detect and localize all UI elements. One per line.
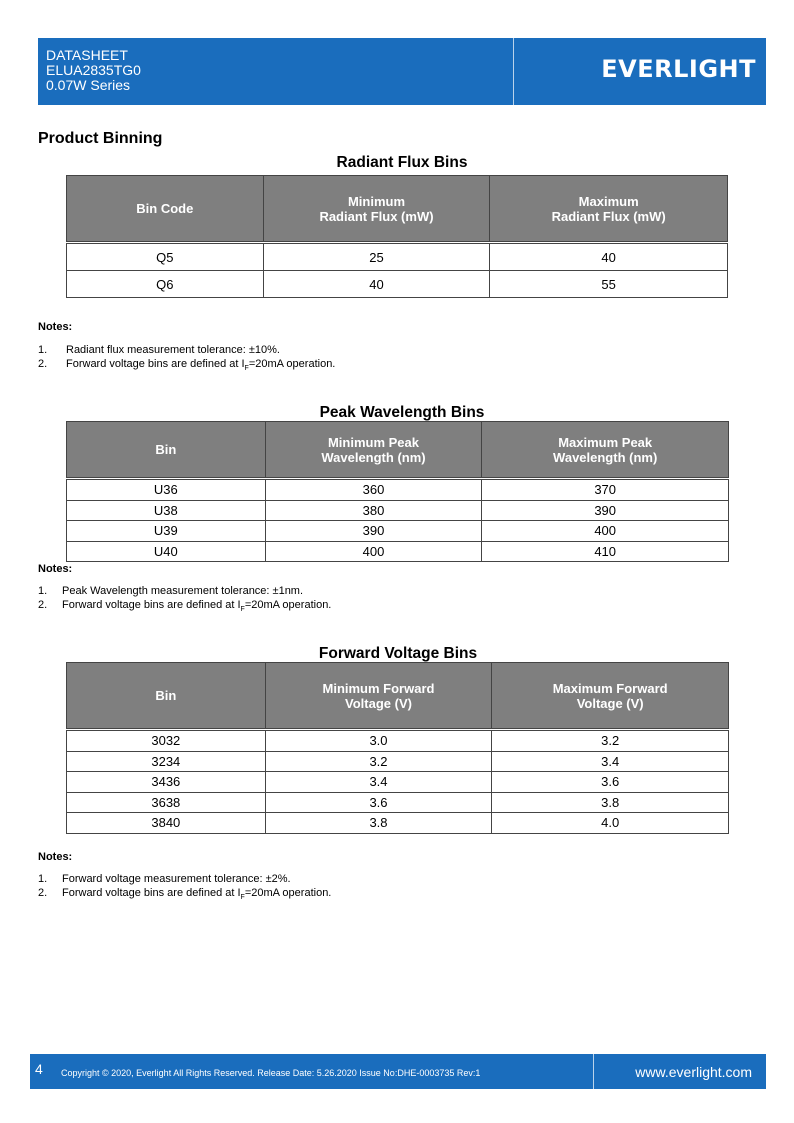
- table-row: [67, 521, 729, 542]
- note-text: Forward voltage bins are defined at I: [62, 599, 241, 611]
- note-subscript: F: [240, 894, 245, 902]
- min-value-cell: 3.2: [265, 751, 492, 772]
- header-bar: [38, 38, 766, 105]
- forward-voltage-rows: [67, 729, 729, 834]
- note-subscript: F: [244, 365, 249, 373]
- min-value-cell: 390: [265, 521, 482, 542]
- note-number: 1.: [38, 344, 48, 356]
- peak-wavelength-notes-title: Notes:: [38, 563, 73, 575]
- header-bin-code: Bin Code: [67, 176, 264, 242]
- note-item: [38, 584, 331, 598]
- footer-bar: [30, 1054, 766, 1089]
- max-value-cell: 370: [482, 480, 729, 501]
- min-value-cell: 360: [265, 480, 482, 501]
- radiant-flux-notes: [38, 343, 335, 376]
- table-row: [67, 244, 728, 271]
- note-text: Forward voltage bins are defined at I: [62, 887, 241, 899]
- section-title: Product Binning: [38, 130, 163, 147]
- table-row: [67, 500, 729, 521]
- bin-cell: U36: [67, 480, 266, 501]
- peak-wavelength-rows: [67, 478, 729, 562]
- forward-voltage-notes: [38, 872, 331, 905]
- min-value-cell: 400: [265, 541, 482, 562]
- radiant-flux-rows: [67, 242, 728, 298]
- header-min-wavelength: Minimum Peak Wavelength (nm): [265, 422, 482, 478]
- min-value-cell: 40: [263, 271, 490, 298]
- header-divider: [513, 38, 514, 105]
- note-item: [38, 598, 331, 617]
- max-value-cell: 3.4: [492, 751, 729, 772]
- radiant-flux-notes-title: Notes:: [38, 321, 73, 333]
- max-value-cell: 3.2: [492, 731, 729, 752]
- bin-cell: U38: [67, 500, 266, 521]
- note-text: =20mA operation.: [244, 599, 332, 611]
- note-text: Radiant flux measurement tolerance: ±10%.: [66, 344, 280, 356]
- note-item: [38, 872, 331, 886]
- footer-website-link[interactable]: www.everlight.com: [635, 1064, 752, 1080]
- header-max-flux: Maximum Radiant Flux (mW): [490, 176, 728, 242]
- table-row: [67, 271, 728, 298]
- note-number: 2.: [38, 887, 48, 899]
- min-value-cell: 380: [265, 500, 482, 521]
- note-text: =20mA operation.: [244, 887, 332, 899]
- footer-divider: [593, 1054, 594, 1089]
- max-value-cell: 3.8: [492, 792, 729, 813]
- min-value-cell: 3.4: [265, 772, 492, 793]
- max-value-cell: 400: [482, 521, 729, 542]
- note-text: Forward voltage measurement tolerance: ±2%.: [62, 873, 291, 885]
- header-doc-type: DATASHEET: [46, 47, 128, 63]
- header-series: 0.07W Series: [46, 77, 131, 93]
- header-max-voltage: Maximum Forward Voltage (V): [492, 663, 729, 729]
- max-value-cell: 390: [482, 500, 729, 521]
- bin-cell: 3840: [67, 813, 266, 834]
- forward-voltage-table: [66, 662, 729, 834]
- header-max-wavelength: Maximum Peak Wavelength (nm): [482, 422, 729, 478]
- table-row: [67, 541, 729, 562]
- forward-voltage-title: Forward Voltage Bins: [318, 645, 478, 662]
- bin-cell: 3234: [67, 751, 266, 772]
- note-item: [38, 886, 331, 905]
- bin-cell: 3436: [67, 772, 266, 793]
- header-min-voltage: Minimum Forward Voltage (V): [265, 663, 492, 729]
- bin-cell: Q5: [67, 244, 264, 271]
- header-doc-info: [46, 48, 141, 93]
- peak-wavelength-table: [66, 421, 729, 562]
- table-row: [67, 813, 729, 834]
- bin-cell: Q6: [67, 271, 264, 298]
- table-row: [67, 731, 729, 752]
- note-item: [38, 357, 335, 376]
- max-value-cell: 55: [490, 271, 728, 298]
- note-subscript: F: [240, 606, 245, 614]
- header-min-flux: Minimum Radiant Flux (mW): [263, 176, 490, 242]
- peak-wavelength-notes: [38, 584, 331, 617]
- note-number: 1.: [38, 873, 48, 885]
- max-value-cell: 40: [490, 244, 728, 271]
- forward-voltage-notes-title: Notes:: [38, 851, 73, 863]
- min-value-cell: 3.8: [265, 813, 492, 834]
- min-value-cell: 25: [263, 244, 490, 271]
- note-number: 2.: [38, 358, 48, 370]
- max-value-cell: 3.6: [492, 772, 729, 793]
- radiant-flux-table: [66, 175, 728, 298]
- page-number: 4: [35, 1061, 43, 1077]
- bin-cell: U40: [67, 541, 266, 562]
- bin-cell: 3032: [67, 731, 266, 752]
- table-row: [67, 751, 729, 772]
- note-number: 1.: [38, 585, 48, 597]
- note-text: Peak Wavelength measurement tolerance: ±1nm.: [62, 585, 304, 597]
- note-text: Forward voltage bins are defined at I: [66, 358, 245, 370]
- footer-copyright: Copyright © 2020, Everlight All Rights Reserved. Release Date: 5.26.2020 Issue No:DHE-0003735 Rev:1: [61, 1068, 481, 1078]
- bin-cell: 3638: [67, 792, 266, 813]
- header-bin: Bin: [67, 422, 266, 478]
- max-value-cell: 410: [482, 541, 729, 562]
- table-row: [67, 792, 729, 813]
- note-text: =20mA operation.: [248, 358, 336, 370]
- peak-wavelength-title: Peak Wavelength Bins: [319, 404, 485, 421]
- table-row: [67, 772, 729, 793]
- table-row: [67, 480, 729, 501]
- min-value-cell: 3.6: [265, 792, 492, 813]
- max-value-cell: 4.0: [492, 813, 729, 834]
- note-number: 2.: [38, 599, 48, 611]
- everlight-logo: EVERLIGHT: [601, 55, 756, 83]
- bin-cell: U39: [67, 521, 266, 542]
- header-part-number: ELUA2835TG0: [46, 62, 141, 78]
- radiant-flux-title: Radiant Flux Bins: [336, 154, 468, 171]
- header-bin: Bin: [67, 663, 266, 729]
- note-item: [38, 343, 335, 357]
- min-value-cell: 3.0: [265, 731, 492, 752]
